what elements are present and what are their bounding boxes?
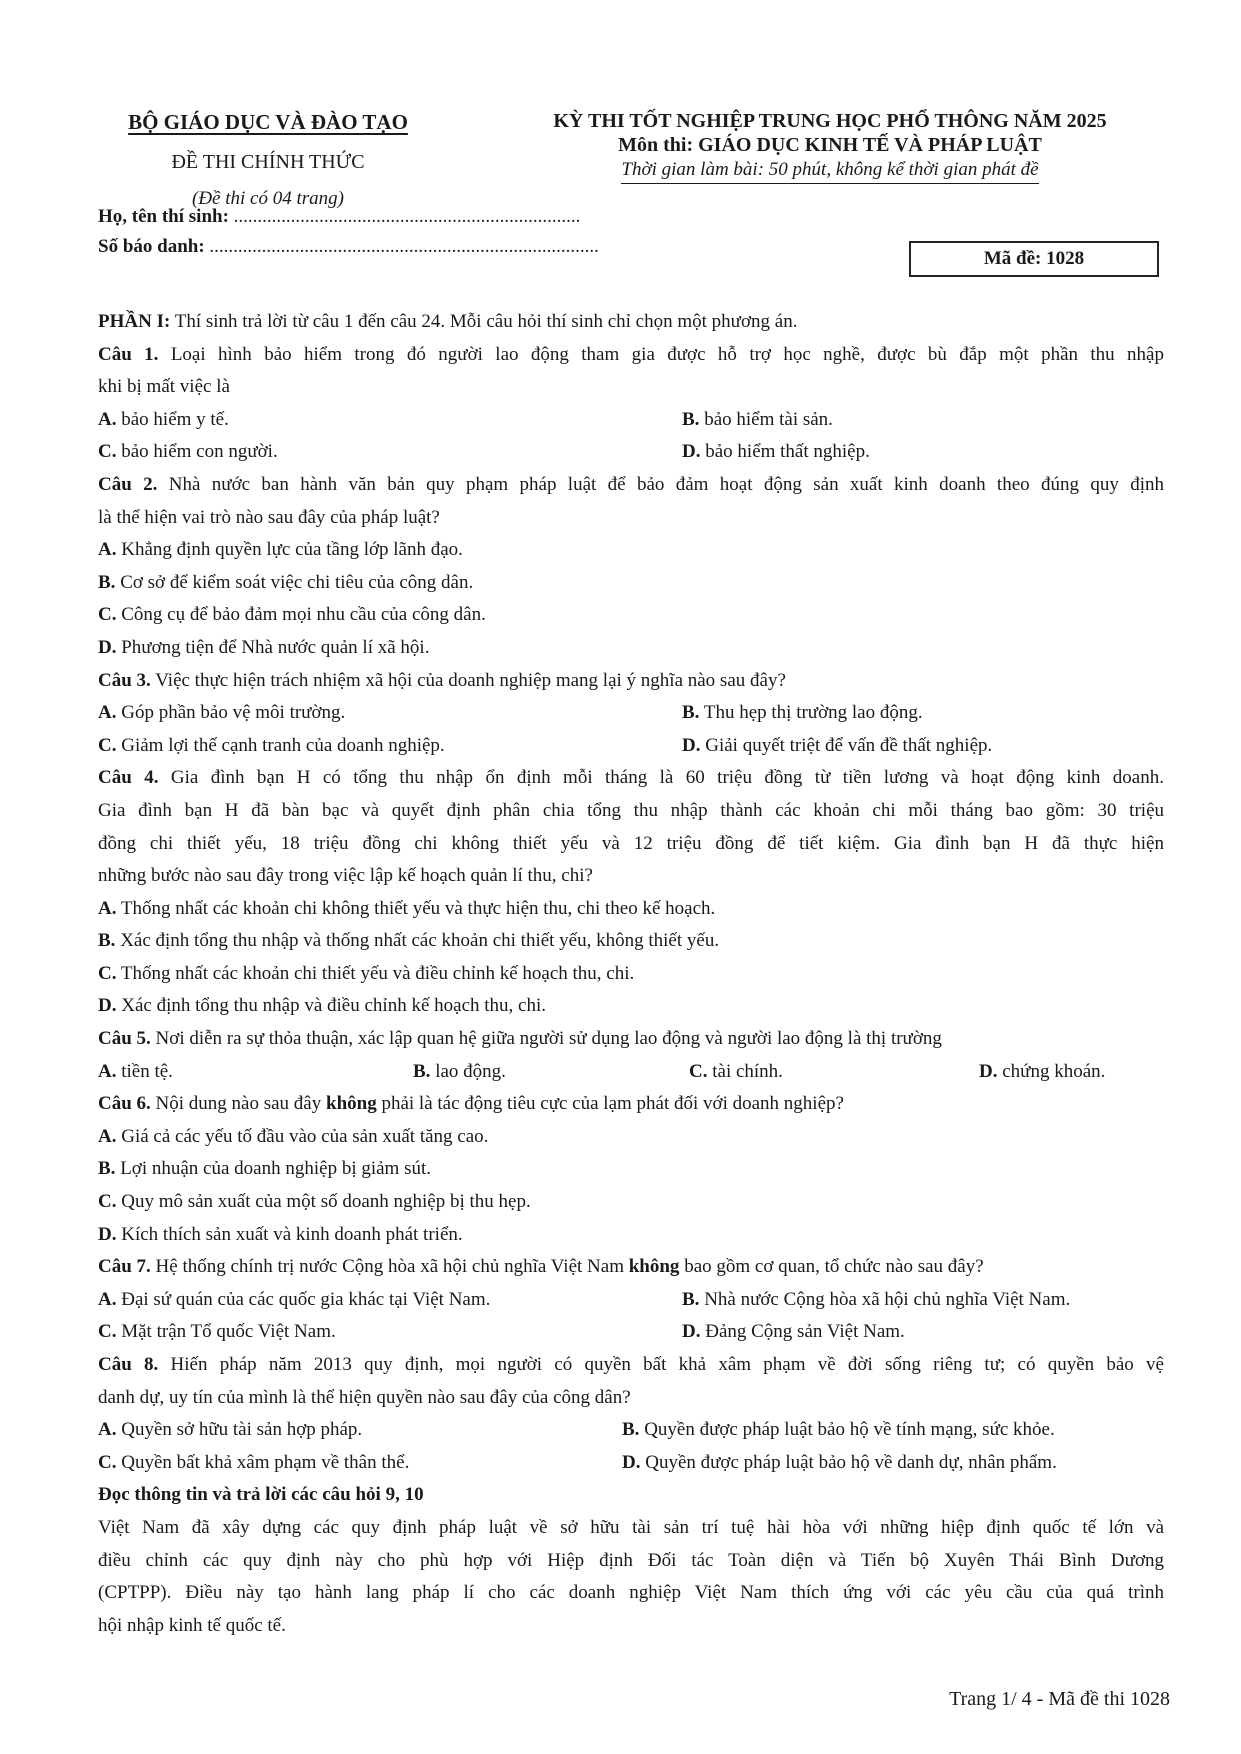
option-b: B. Nhà nước Cộng hòa xã hội chủ nghĩa Việt Nam.	[682, 1288, 1071, 1310]
question-text: Việc thực hiện trách nhiệm xã hội của doanh nghiệp mang lại ý nghĩa nào sau đây?	[150, 669, 786, 691]
option-c: C. Giảm lợi thế cạnh tranh của doanh nghiệp.	[98, 734, 445, 756]
question-1-options-ab	[98, 404, 1164, 437]
question-4-stem	[98, 762, 1164, 795]
option-d: D. Đảng Cộng sản Việt Nam.	[682, 1321, 905, 1343]
option-a: A. Thống nhất các khoản chi không thiết yếu và thực hiện thu, chi theo kế hoạch.	[98, 897, 716, 919]
question-8-options-cd	[98, 1447, 1164, 1480]
exam-code-box: Mã đề: 1028	[909, 241, 1159, 277]
emphasis-not: không	[326, 1093, 377, 1115]
question-text: Gia đình bạn H có tổng thu nhập ổn định mỗi tháng là 60 triệu đồng từ tiền lương và hoạt động kinh doanh.	[158, 767, 1164, 789]
option-d: D. Quyền được pháp luật bảo hộ về danh dự, nhân phẩm.	[622, 1451, 1057, 1473]
question-2-stem	[98, 469, 1164, 502]
question-1-stem	[98, 339, 1164, 372]
question-number: Câu 2.	[98, 473, 158, 495]
header-left	[118, 110, 418, 210]
candidate-id-label: Số báo danh:	[98, 236, 205, 257]
option-a: A. Góp phần bảo vệ môi trường.	[98, 702, 346, 724]
header-right	[495, 110, 1165, 184]
question-8-stem-cont: danh dự, uy tín của mình là thể hiện quyền nào sau đây của công dân?	[98, 1386, 631, 1408]
question-6-stem: Câu 6. Nội dung nào sau đây không phải là tác động tiêu cực của lạm phát đối với doanh nghiệp?	[98, 1093, 844, 1115]
option-a: A. Giá cả các yếu tố đầu vào của sản xuất tăng cao.	[98, 1125, 489, 1147]
option-a: A. bảo hiểm y tế.	[98, 408, 229, 430]
candidate-id-line	[98, 236, 599, 258]
time-note: Thời gian làm bài: 50 phút, không kể thời gian phát đề	[621, 159, 1038, 184]
option-d: D. Phương tiện để Nhà nước quản lí xã hội.	[98, 636, 430, 658]
question-1-stem-cont: khi bị mất việc là	[98, 376, 230, 398]
question-8-options-ab	[98, 1414, 1164, 1447]
option-c: C. bảo hiểm con người.	[98, 441, 278, 463]
question-number: Câu 1.	[98, 343, 159, 365]
reading-line: Việt Nam đã xây dựng các quy định pháp luật về sở hữu tài sản trí tuệ hài hòa với những hiệp định quốc tế lớn và	[98, 1516, 1164, 1538]
page-footer: Trang 1/ 4 - Mã đề thi 1028	[949, 1688, 1170, 1710]
emphasis-not: không	[628, 1256, 680, 1278]
question-text: Nơi diễn ra sự thỏa thuận, xác lập quan hệ giữa người sử dụng lao động và người lao động là thị trường	[150, 1028, 942, 1050]
option-b: B. Cơ sở để kiểm soát việc chi tiêu của công dân.	[98, 571, 474, 593]
question-text: Hiến pháp năm 2013 quy định, mọi người có quyền bất khả xâm phạm về đời sống riêng tư; có quyền bảo vệ	[158, 1354, 1164, 1375]
option-a: A. Đại sứ quán của các quốc gia khác tại Việt Nam.	[98, 1288, 491, 1310]
option-b: B. Quyền được pháp luật bảo hộ về tính mạng, sức khỏe.	[622, 1419, 1055, 1441]
option-a: A. Quyền sở hữu tài sản hợp pháp.	[98, 1419, 363, 1441]
question-2-stem-cont: là thể hiện vai trò nào sau đây của pháp luật?	[98, 506, 440, 528]
question-4-stem-cont: những bước nào sau đây trong việc lập kế hoạch quản lí thu, chi?	[98, 865, 593, 887]
question-7-stem: Câu 7. Hệ thống chính trị nước Cộng hòa xã hội chủ nghĩa Việt Nam không bao gồm cơ quan, tổ chức nào sau đây?	[98, 1256, 984, 1278]
option-b: B. Lợi nhuận của doanh nghiệp bị giảm sút.	[98, 1158, 432, 1180]
question-number: Câu 4.	[98, 767, 159, 789]
question-3-options-cd	[98, 730, 1164, 763]
option-c: C. Công cụ để bảo đảm mọi nhu cầu của công dân.	[98, 604, 486, 626]
subject-title: Môn thi: GIÁO DỤC KINH TẾ VÀ PHÁP LUẬT	[618, 134, 1042, 156]
question-number: Câu 3.	[98, 669, 151, 691]
option-d: D. Kích thích sản xuất và kinh doanh phát triển.	[98, 1223, 463, 1245]
question-7-options-cd	[98, 1316, 1164, 1349]
part-instruction	[98, 306, 1164, 339]
question-number: Câu 8.	[98, 1354, 159, 1375]
question-number: Câu 5.	[98, 1028, 151, 1050]
question-number: Câu 7.	[98, 1256, 151, 1278]
option-b: B. lao động.	[413, 1060, 506, 1082]
question-4-stem-cont: đồng chi thiết yếu, 18 triệu đồng chi không thiết yếu và 12 triệu đồng để tiết kiệm. Gia đình bạn H đã thực hiện	[98, 832, 1164, 854]
question-3-stem	[98, 665, 1164, 698]
exam-title: KỲ THI TỐT NGHIỆP TRUNG HỌC PHỔ THÔNG NĂM 2025	[553, 110, 1107, 132]
page-count-note: (Đề thi có 04 trang)	[192, 188, 344, 209]
official-label: ĐỀ THI CHÍNH THỨC	[171, 151, 365, 173]
part-label: PHẦN I:	[98, 311, 171, 332]
question-1-options-cd	[98, 436, 1164, 469]
option-d: D. Xác định tổng thu nhập và điều chỉnh kế hoạch thu, chi.	[98, 995, 546, 1017]
question-7-options-ab	[98, 1284, 1164, 1317]
option-c: C. Quy mô sản xuất của một số doanh nghiệp bị thu hẹp.	[98, 1191, 531, 1213]
option-c: C. Thống nhất các khoản chi thiết yếu và điều chỉnh kế hoạch thu, chi.	[98, 962, 635, 984]
exam-body	[98, 306, 1164, 1642]
reading-line: (CPTPP). Điều này tạo hành lang pháp lí cho các doanh nghiệp Việt Nam thích ứng với các yêu cầu của quá trình	[98, 1582, 1164, 1604]
question-5-options	[98, 1056, 1164, 1089]
option-c: C. tài chính.	[689, 1060, 783, 1082]
option-b: B. bảo hiểm tài sản.	[682, 408, 833, 430]
part-text: Thí sinh trả lời từ câu 1 đến câu 24. Mỗi câu hỏi thí sinh chỉ chọn một phương án.	[170, 311, 798, 332]
question-4-stem-cont: Gia đình bạn H đã bàn bạc và quyết định phân chia tổng thu nhập thành các khoản chi mỗi tháng bao gồm: 30 triệu	[98, 799, 1164, 821]
candidate-id-dots: ..................................................................................	[204, 236, 599, 257]
candidate-name-line	[98, 206, 580, 228]
option-d: D. Giải quyết triệt để vấn đề thất nghiệp.	[682, 734, 993, 756]
option-d: D. chứng khoán.	[979, 1060, 1106, 1082]
option-a: A. tiền tệ.	[98, 1060, 173, 1082]
question-8-stem	[98, 1349, 1164, 1382]
question-text: Nhà nước ban hành văn bản quy phạm pháp luật để bảo đảm hoạt động sản xuất kinh doanh theo đúng quy định	[157, 473, 1164, 495]
candidate-name-label: Họ, tên thí sinh:	[98, 206, 229, 227]
reading-title: Đọc thông tin và trả lời các câu hỏi 9, 10	[98, 1484, 424, 1506]
question-3-options-ab	[98, 697, 1164, 730]
reading-line: điều chỉnh các quy định này cho phù hợp với Hiệp định Đối tác Toàn diện và Tiến bộ Xuyên Thái Bình Dương	[98, 1549, 1164, 1571]
reading-line: hội nhập kinh tế quốc tế.	[98, 1614, 286, 1636]
option-a: A. Khẳng định quyền lực của tầng lớp lãnh đạo.	[98, 539, 463, 561]
option-b: B. Xác định tổng thu nhập và thống nhất các khoản chi thiết yếu, không thiết yếu.	[98, 930, 720, 952]
option-c: C. Mặt trận Tổ quốc Việt Nam.	[98, 1321, 336, 1343]
option-d: D. bảo hiểm thất nghiệp.	[682, 441, 870, 463]
candidate-name-dots: .........................................................................	[228, 206, 581, 227]
question-number: Câu 6.	[98, 1093, 151, 1115]
option-c: C. Quyền bất khả xâm phạm về thân thể.	[98, 1451, 410, 1473]
ministry-name: BỘ GIÁO DỤC VÀ ĐÀO TẠO	[128, 110, 408, 134]
option-b: B. Thu hẹp thị trường lao động.	[682, 702, 923, 724]
question-5-stem	[98, 1023, 1164, 1056]
question-text: Loại hình bảo hiểm trong đó người lao động tham gia được hỗ trợ học nghề, được bù đắp một phần thu nhập	[158, 343, 1164, 365]
